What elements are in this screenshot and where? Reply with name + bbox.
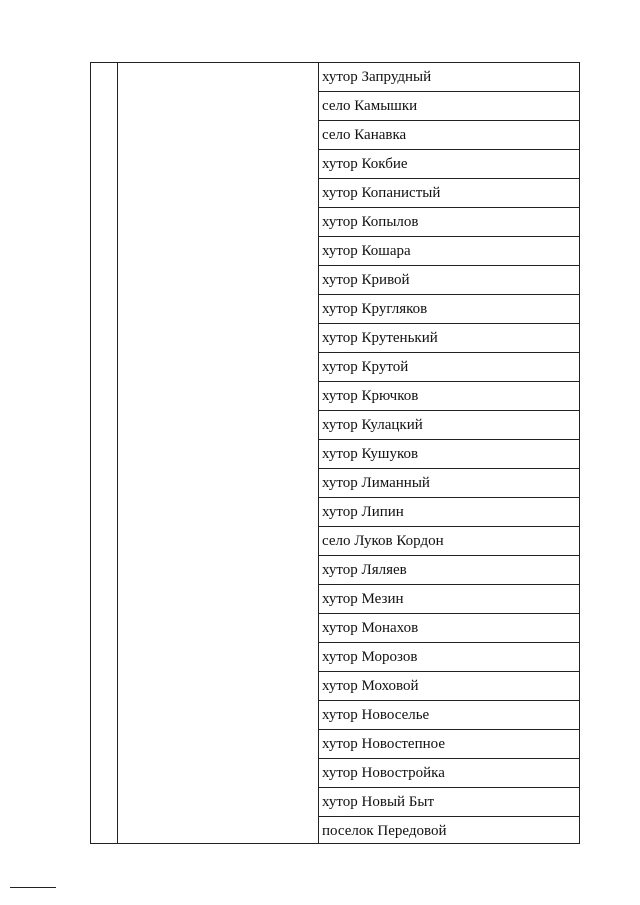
settlements-table bbox=[90, 62, 580, 844]
settlement-row: хутор Крючков bbox=[319, 382, 579, 411]
settlement-row: хутор Кошара bbox=[319, 237, 579, 266]
settlement-row: хутор Кушуков bbox=[319, 440, 579, 469]
settlement-row: хутор Копанистый bbox=[319, 179, 579, 208]
settlement-row: поселок Передовой bbox=[322, 823, 447, 839]
settlement-row: хутор Новостройка bbox=[319, 759, 579, 788]
number-column-divider bbox=[117, 63, 118, 843]
settlement-row: хутор Липин bbox=[319, 498, 579, 527]
settlement-row: хутор Кокбие bbox=[319, 150, 579, 179]
settlement-row: хутор Копылов bbox=[319, 208, 579, 237]
settlement-row: хутор Кривой bbox=[319, 266, 579, 295]
settlement-row: хутор Моховой bbox=[319, 672, 579, 701]
footnote-separator bbox=[10, 887, 56, 888]
settlement-row: село Луков Кордон bbox=[319, 527, 579, 556]
settlement-row: хутор Кругляков bbox=[319, 295, 579, 324]
settlement-list bbox=[319, 63, 579, 843]
settlement-row: хутор Морозов bbox=[319, 643, 579, 672]
settlement-row: хутор Новостепное bbox=[319, 730, 579, 759]
settlement-row: хутор Лиманный bbox=[319, 469, 579, 498]
settlement-row: хутор Новый Быт bbox=[319, 788, 579, 817]
settlement-row: хутор Монахов bbox=[319, 614, 579, 643]
settlement-row: село Камышки bbox=[319, 92, 579, 121]
settlement-row: хутор Запрудный bbox=[319, 63, 579, 92]
settlement-row: село Канавка bbox=[319, 121, 579, 150]
settlement-row: хутор Новоселье bbox=[319, 701, 579, 730]
settlement-row: хутор Ляляев bbox=[319, 556, 579, 585]
settlement-row: хутор Крутой bbox=[319, 353, 579, 382]
settlement-row: хутор Крутенький bbox=[319, 324, 579, 353]
settlement-row: хутор Мезин bbox=[319, 585, 579, 614]
settlement-row: хутор Кулацкий bbox=[319, 411, 579, 440]
